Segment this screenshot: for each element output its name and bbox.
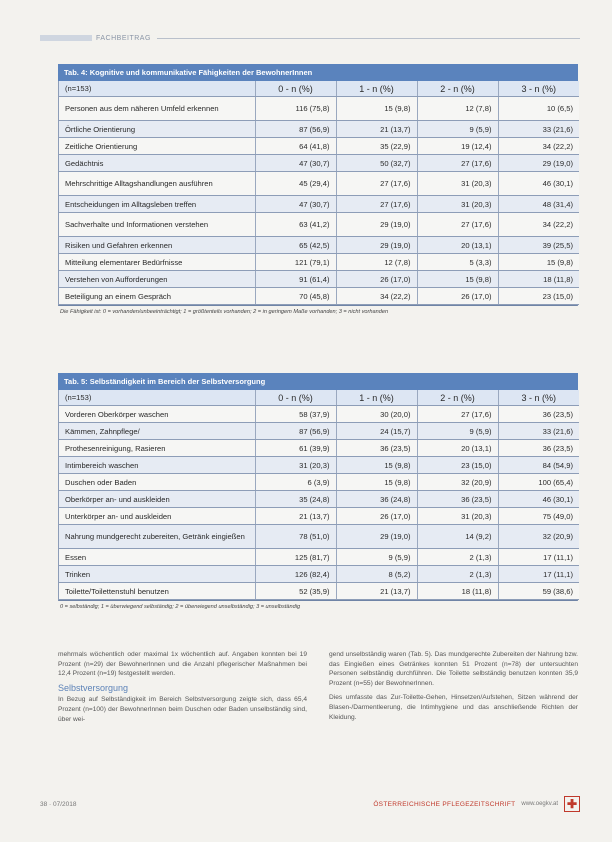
cell: 27 (17,6): [417, 213, 498, 237]
cell: 31 (20,3): [417, 172, 498, 196]
table-footnote: Die Fähigkeit ist: 0 = vorhanden/unbeeinträchtigt; 1 = größtenteils vorhanden; 2 = in geringem Maße vorhanden; 3 = nicht vorhanden: [60, 309, 389, 315]
cell: 48 (31,4): [498, 196, 579, 213]
cell: 27 (17,6): [417, 406, 498, 423]
cell: 100 (65,4): [498, 474, 579, 491]
row-label: Sachverhalte und Informationen verstehen: [59, 213, 255, 237]
left-column: [58, 650, 307, 729]
column-header: 3 - n (%): [498, 81, 579, 97]
table-header-row: [59, 390, 579, 406]
cell: 33 (21,6): [498, 121, 579, 138]
cell: 21 (13,7): [255, 508, 336, 525]
table-row: [59, 213, 579, 237]
table-row: [59, 566, 579, 583]
table-5: [58, 373, 578, 610]
table-row: [59, 474, 579, 491]
table-row: [59, 254, 579, 271]
cell: 36 (24,8): [336, 491, 417, 508]
cell: 14 (9,2): [417, 525, 498, 549]
cell: 61 (39,9): [255, 440, 336, 457]
cell: 20 (13,1): [417, 237, 498, 254]
row-label: Nahrung mundgerecht zubereiten, Getränk eingießen: [59, 525, 255, 549]
header-mark: [40, 35, 92, 41]
cell: 5 (3,3): [417, 254, 498, 271]
table-4: [58, 64, 578, 315]
cell: 78 (51,0): [255, 525, 336, 549]
table-row: [59, 583, 579, 600]
cell: 21 (13,7): [336, 583, 417, 600]
cell: 18 (11,8): [417, 583, 498, 600]
cell: 26 (17,0): [336, 508, 417, 525]
right-column: [329, 650, 578, 729]
page-number: 38 · 07/2018: [40, 800, 77, 808]
cell: 15 (9,8): [417, 271, 498, 288]
cell: 27 (17,6): [336, 196, 417, 213]
row-label: Verstehen von Aufforderungen: [59, 271, 255, 288]
table-row: [59, 525, 579, 549]
row-label: Beteiligung an einem Gespräch: [59, 288, 255, 305]
cell: 29 (19,0): [336, 213, 417, 237]
header-rule: [157, 38, 580, 39]
cell: 35 (22,9): [336, 138, 417, 155]
cell: 9 (5,9): [417, 121, 498, 138]
table-row: [59, 97, 579, 121]
table-row: [59, 440, 579, 457]
row-label: Toilette/Toilettenstuhl benutzen: [59, 583, 255, 600]
page-header: [40, 33, 580, 43]
table-row: [59, 138, 579, 155]
header-section: FACHBEITRAG: [96, 34, 151, 42]
cell: 126 (82,4): [255, 566, 336, 583]
column-header: (n=153): [59, 81, 255, 97]
cell: 2 (1,3): [417, 566, 498, 583]
cell: 59 (38,6): [498, 583, 579, 600]
paragraph: gend unselbständig waren (Tab. 5). Das mundgerechte Zubereiten der Nahrung bzw. das Eingießen eines Getränkes konnten 51 Prozent (n=78) der untersuchten Personen selbständig durchführen. Die Toilette selbständig benutzen konnten 35,9 Prozent (n=55) der BewohnerInnen.: [329, 651, 578, 687]
cell: 18 (11,8): [498, 271, 579, 288]
table-row: [59, 237, 579, 254]
section-heading: Selbstversorgung: [58, 682, 129, 693]
cell: 6 (3,9): [255, 474, 336, 491]
column-header: 1 - n (%): [336, 390, 417, 406]
row-label: Personen aus dem näheren Umfeld erkennen: [59, 97, 255, 121]
cell: 15 (9,8): [336, 97, 417, 121]
cell: 23 (15,0): [417, 457, 498, 474]
cell: 33 (21,6): [498, 423, 579, 440]
column-header: 2 - n (%): [417, 390, 498, 406]
cell: 24 (15,7): [336, 423, 417, 440]
table-footnote: 0 = selbständig; 1 = überwiegend selbständig; 2 = überwiegend unselbständig; 3 = unselbständig: [60, 604, 301, 610]
cell: 39 (25,5): [498, 237, 579, 254]
cell: 116 (75,8): [255, 97, 336, 121]
row-label: Mitteilung elementarer Bedürfnisse: [59, 254, 255, 271]
column-header: 0 - n (%): [255, 390, 336, 406]
cell: 29 (19,0): [498, 155, 579, 172]
cell: 64 (41,8): [255, 138, 336, 155]
cell: 32 (20,9): [498, 525, 579, 549]
cell: 84 (54,9): [498, 457, 579, 474]
row-label: Unterkörper an- und auskleiden: [59, 508, 255, 525]
row-label: Kämmen, Zahnpflege/: [59, 423, 255, 440]
cross-logo-icon: ✚: [564, 796, 580, 812]
cell: 47 (30,7): [255, 155, 336, 172]
cell: 29 (19,0): [336, 237, 417, 254]
row-label: Zeitliche Orientierung: [59, 138, 255, 155]
table-caption: Tab. 5: Selbständigkeit im Bereich der Selbstversorgung: [58, 373, 578, 390]
cell: 35 (24,8): [255, 491, 336, 508]
cell: 12 (7,8): [336, 254, 417, 271]
cell: 20 (13,1): [417, 440, 498, 457]
article-body: [58, 650, 578, 729]
cell: 17 (11,1): [498, 566, 579, 583]
table-row: [59, 491, 579, 508]
cell: 36 (23,5): [498, 440, 579, 457]
cell: 70 (45,8): [255, 288, 336, 305]
cell: 31 (20,3): [417, 508, 498, 525]
cell: 87 (56,9): [255, 121, 336, 138]
column-header: 1 - n (%): [336, 81, 417, 97]
cell: 21 (13,7): [336, 121, 417, 138]
cell: 36 (23,5): [336, 440, 417, 457]
cell: 32 (20,9): [417, 474, 498, 491]
cell: 34 (22,2): [336, 288, 417, 305]
cell: 34 (22,2): [498, 138, 579, 155]
cell: 17 (11,1): [498, 549, 579, 566]
cell: 27 (17,6): [336, 172, 417, 196]
cell: 19 (12,4): [417, 138, 498, 155]
cell: 10 (6,5): [498, 97, 579, 121]
cell: 91 (61,4): [255, 271, 336, 288]
cell: 26 (17,0): [336, 271, 417, 288]
table-row: [59, 172, 579, 196]
table-row: [59, 423, 579, 440]
cell: 2 (1,3): [417, 549, 498, 566]
page-footer: [40, 795, 580, 813]
cell: 15 (9,8): [498, 254, 579, 271]
cell: 15 (9,8): [336, 474, 417, 491]
cell: 9 (5,9): [336, 549, 417, 566]
cell: 30 (20,0): [336, 406, 417, 423]
cell: 31 (20,3): [417, 196, 498, 213]
cell: 15 (9,8): [336, 457, 417, 474]
table-row: [59, 508, 579, 525]
cell: 52 (35,9): [255, 583, 336, 600]
website-link[interactable]: www.oegkv.at: [521, 801, 558, 807]
journal-name: ÖSTERREICHISCHE PFLEGEZEITSCHRIFT: [373, 800, 516, 808]
row-label: Risiken und Gefahren erkennen: [59, 237, 255, 254]
cell: 58 (37,9): [255, 406, 336, 423]
cell: 87 (56,9): [255, 423, 336, 440]
cell: 50 (32,7): [336, 155, 417, 172]
cell: 27 (17,6): [417, 155, 498, 172]
row-label: Örtliche Orientierung: [59, 121, 255, 138]
row-label: Essen: [59, 549, 255, 566]
cell: 23 (15,0): [498, 288, 579, 305]
cell: 45 (29,4): [255, 172, 336, 196]
row-label: Mehrschrittige Alltagshandlungen ausführen: [59, 172, 255, 196]
row-label: Entscheidungen im Alltagsleben treffen: [59, 196, 255, 213]
cell: 26 (17,0): [417, 288, 498, 305]
cell: 65 (42,5): [255, 237, 336, 254]
cell: 31 (20,3): [255, 457, 336, 474]
table-row: [59, 271, 579, 288]
cell: 29 (19,0): [336, 525, 417, 549]
table-header-row: [59, 81, 579, 97]
row-label: Oberkörper an- und auskleiden: [59, 491, 255, 508]
column-header: 0 - n (%): [255, 81, 336, 97]
row-label: Prothesenreinigung, Rasieren: [59, 440, 255, 457]
table-caption: Tab. 4: Kognitive und kommunikative Fähigkeiten der BewohnerInnen: [58, 64, 578, 81]
row-label: Vorderen Oberkörper waschen: [59, 406, 255, 423]
paragraph: Dies umfasste das Zur-Toilette-Gehen, Hinsetzen/Aufstehen, Sitzen während der Blasen-/Darmentleerung, die Intimhygiene und das anschließende Richten der Kleidung.: [329, 694, 578, 721]
cell: 46 (30,1): [498, 172, 579, 196]
cell: 9 (5,9): [417, 423, 498, 440]
cell: 34 (22,2): [498, 213, 579, 237]
row-label: Intimbereich waschen: [59, 457, 255, 474]
table-row: [59, 288, 579, 305]
cell: 46 (30,1): [498, 491, 579, 508]
row-label: Trinken: [59, 566, 255, 583]
column-header: 2 - n (%): [417, 81, 498, 97]
table-row: [59, 549, 579, 566]
paragraph: mehrmals wöchentlich oder maximal 1x wöchentlich auf. Angaben konnten bei 19 Prozent (n=29) der BewohnerInnen und die Anzahl pflegerischer Maßnahmen bei 12,4 Prozent (n=19) festgestellt werden.: [58, 651, 307, 678]
cell: 121 (79,1): [255, 254, 336, 271]
cell: 47 (30,7): [255, 196, 336, 213]
paragraph: In Bezug auf Selbständigkeit im Bereich Selbstversorgung zeigte sich, dass 65,4 Prozent (n=100) der BewohnerInnen beim Duschen oder Baden unselbständig sind, über wei-: [58, 696, 307, 723]
table-row: [59, 406, 579, 423]
column-header: (n=153): [59, 390, 255, 406]
table-row: [59, 196, 579, 213]
cell: 12 (7,8): [417, 97, 498, 121]
row-label: Gedächtnis: [59, 155, 255, 172]
cell: 36 (23,5): [417, 491, 498, 508]
table-row: [59, 155, 579, 172]
row-label: Duschen oder Baden: [59, 474, 255, 491]
cell: 125 (81,7): [255, 549, 336, 566]
cell: 75 (49,0): [498, 508, 579, 525]
cell: 36 (23,5): [498, 406, 579, 423]
column-header: 3 - n (%): [498, 390, 579, 406]
cell: 63 (41,2): [255, 213, 336, 237]
table-row: [59, 457, 579, 474]
cell: 8 (5,2): [336, 566, 417, 583]
table-row: [59, 121, 579, 138]
